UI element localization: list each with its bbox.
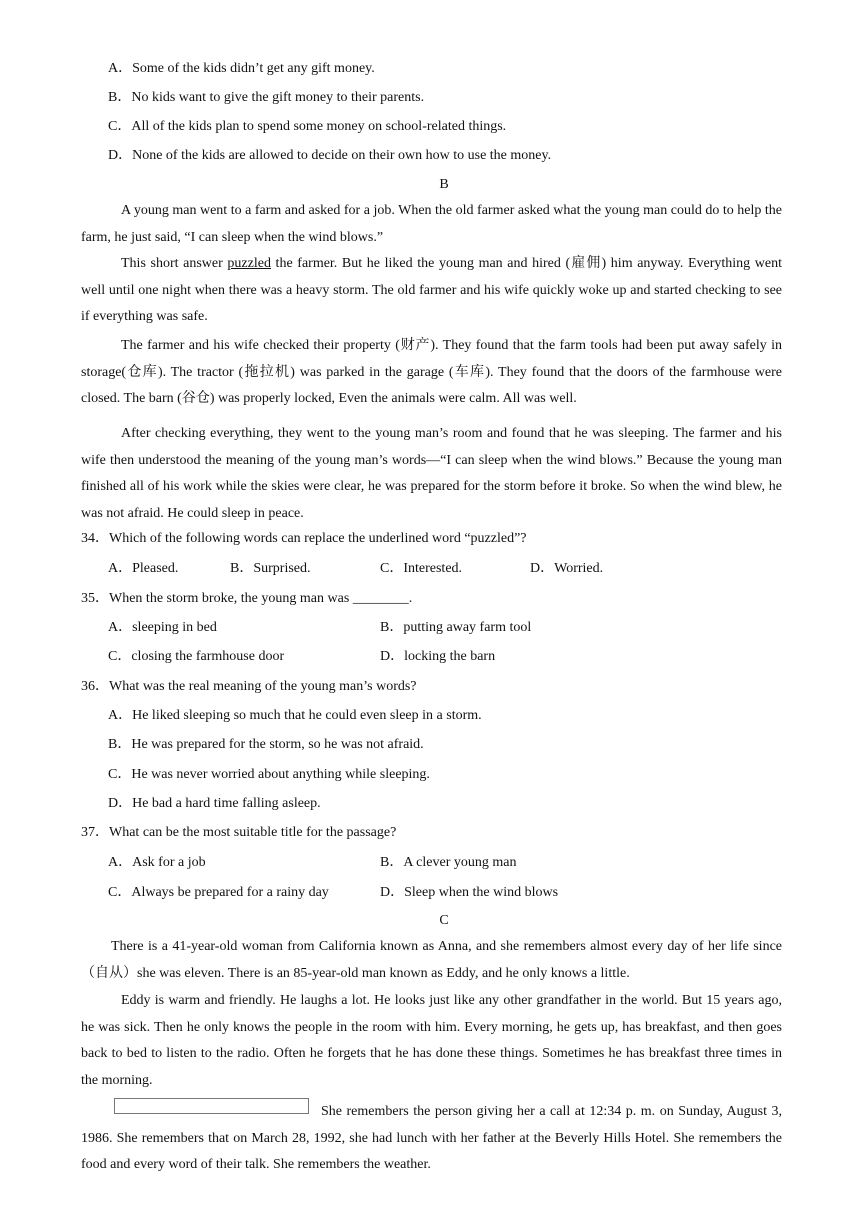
q36-option-a: A．He liked sleeping so much that he could even sleep in a storm. <box>108 708 482 723</box>
q36-option-b: B．He was prepared for the storm, so he was not afraid. <box>108 737 424 752</box>
q37-option-d: D．Sleep when the wind blows <box>380 885 559 900</box>
q35-option-a: A．sleeping in bed <box>108 620 217 635</box>
q35-stem: 35．When the storm broke, the young man was ________. <box>81 591 413 606</box>
q35-option-b: B．putting away farm tool <box>380 620 532 635</box>
q34-option-b: B．Surprised. <box>230 561 311 576</box>
q36-option-d: D．He bad a hard time falling asleep. <box>108 796 321 811</box>
q37-option-b: B．A clever young man <box>380 855 517 870</box>
underlined-word-puzzled: puzzled <box>227 256 271 271</box>
section-c-paragraph-1: There is a 41-year-old woman from California known as Anna, and she remembers almost every day of her life since（自从）she was eleven. There is an 85-year-old man known as Eddy, and he only knows a little. <box>81 939 782 981</box>
q34-option-a: A．Pleased. <box>108 561 179 576</box>
section-b-paragraph-2 <box>81 251 782 331</box>
q36-option-c: C．He was never worried about anything while sleeping. <box>108 767 430 782</box>
section-b-paragraph-3: The farmer and his wife checked their property (财产). They found that the farm tools had been put away safely in storage(仓库). The tractor (拖拉机) was parked in the garage (车库). They found that the doors of the farmhouse were closed. The barn (谷仓) was properly locked, Even the animals were calm. All was well. <box>81 338 782 406</box>
section-c-paragraph-3: She remembers the person giving her a call at 12:34 p. m. on Sunday, August 3, 1986. She remembers that on March 28, 1992, she had lunch with her father at the Beverly Hills Hotel. She remembers the food and every word of their talk. She remembers the weather. <box>81 1104 782 1172</box>
section-b-heading: B <box>439 177 449 192</box>
section-c-heading: C <box>439 913 449 928</box>
q33-option-d: D．None of the kids are allowed to decide on their own how to use the money. <box>108 148 552 163</box>
q37-option-a: A．Ask for a job <box>108 855 206 870</box>
q34-stem: 34．Which of the following words can replace the underlined word “puzzled”? <box>81 531 527 546</box>
paragraph-2-text-before: This short answer <box>121 256 228 271</box>
section-b-paragraph-1: A young man went to a farm and asked for a job. When the old farmer asked what the young man could do to help the farm, he just said, “I can sleep when the wind blows.” <box>81 203 782 245</box>
paragraph-2-text-after: the farmer. But he liked the young man and hired (雇佣) him anyway. Everything went well until one night when there was a heavy storm. The old farmer and his wife quickly woke up and started checking to see if everything was safe. <box>81 256 782 324</box>
q33-option-a: A．Some of the kids didn’t get any gift money. <box>108 61 375 76</box>
q35-option-d: D．locking the barn <box>380 649 496 664</box>
q33-option-b: B．No kids want to give the gift money to their parents. <box>108 90 425 105</box>
q35-option-c: C．closing the farmhouse door <box>108 649 285 664</box>
q34-option-c: C．Interested. <box>380 561 463 576</box>
q37-option-c: C．Always be prepared for a rainy day <box>108 885 329 900</box>
q37-stem: 37．What can be the most suitable title for the passage? <box>81 825 397 840</box>
q34-option-d: D．Worried. <box>530 561 604 576</box>
q33-option-c: C．All of the kids plan to spend some money on school-related things. <box>108 119 507 134</box>
section-c-paragraph-2: Eddy is warm and friendly. He laughs a lot. He looks just like any other grandfather in the world. But 15 years ago, he was sick. Then he only knows the people in the room with him. Every morning, he gets up, has breakfast, and then goes back to bed to listen to the radio. Often he forgets that he has done these things. Sometimes he has breakfast three times in the morning. <box>81 993 782 1088</box>
q36-stem: 36．What was the real meaning of the young man’s words? <box>81 679 417 694</box>
section-b-paragraph-4: After checking everything, they went to the young man’s room and found that he was sleeping. The farmer and his wife then understood the meaning of the young man’s words—“I can sleep when the wind blows.” Because the young man finished all of his work while the skies were clear, he was prepared for the storm before it broke. So when the wind blew, he was not afraid. He could sleep in peace. <box>81 426 782 521</box>
